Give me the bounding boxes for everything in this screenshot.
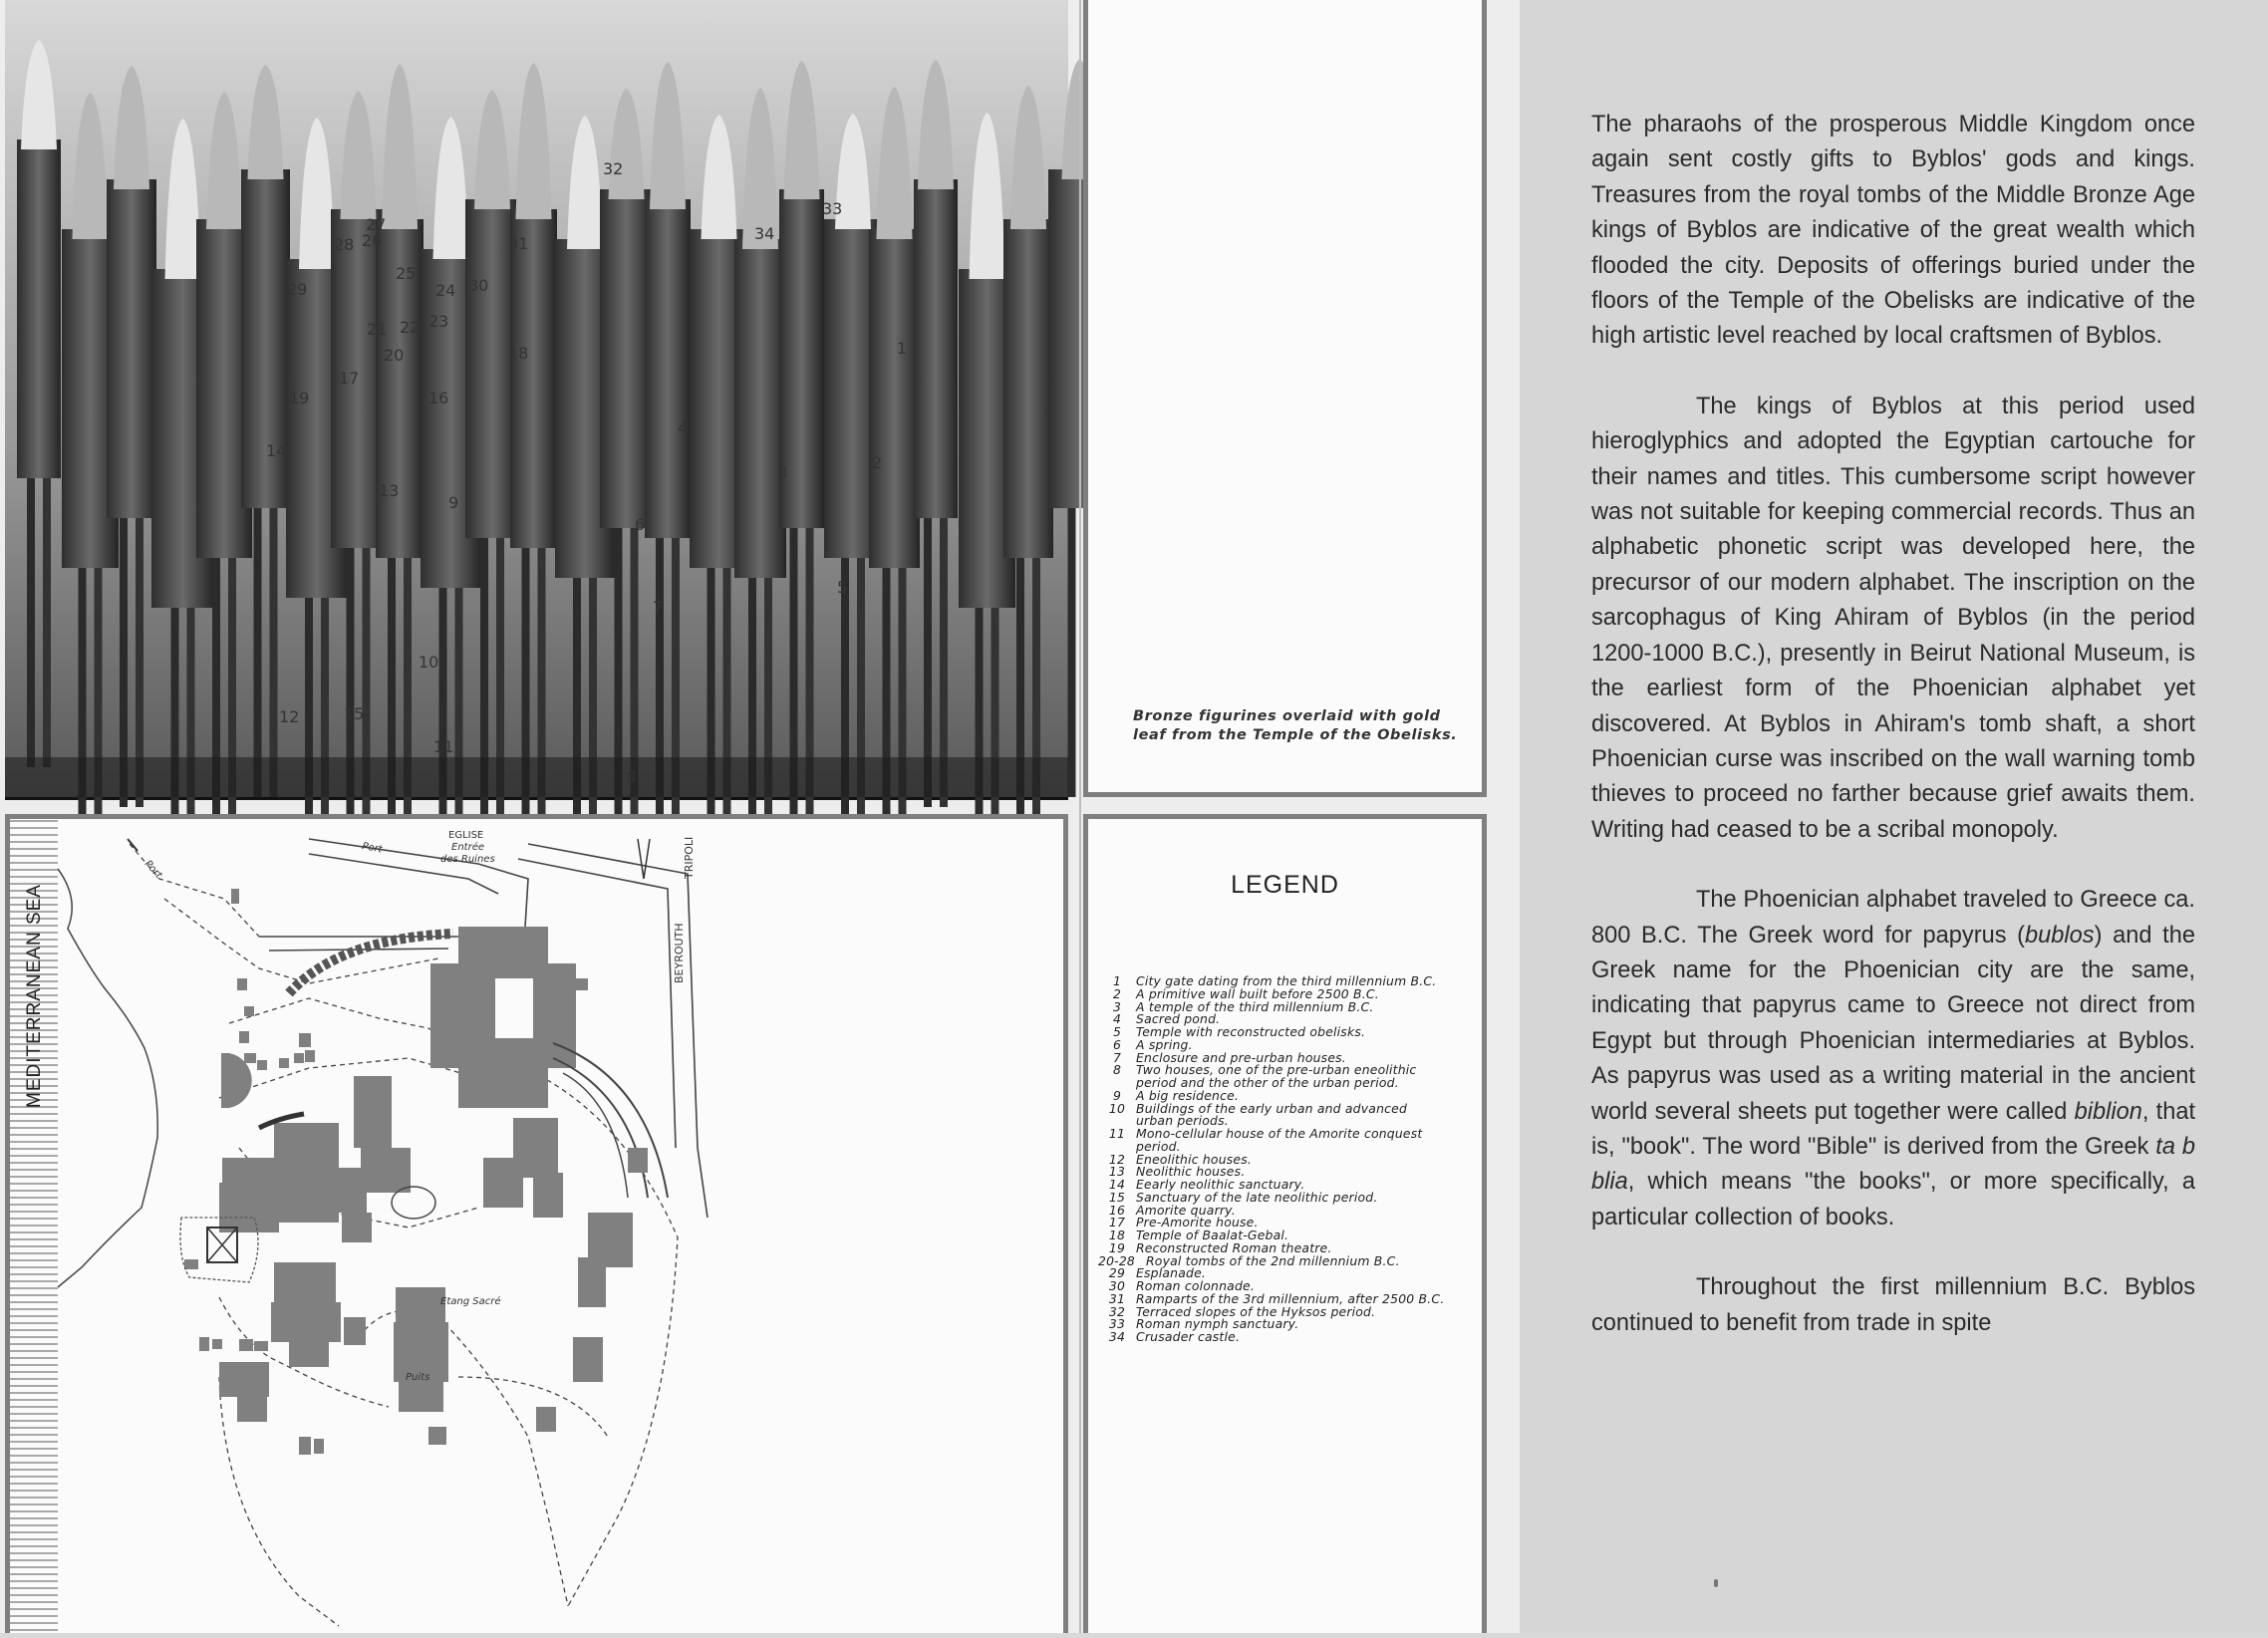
legend-text: Amorite quarry.: [1136, 1202, 1236, 1218]
page-mark: [1714, 1579, 1718, 1587]
legend-number: 34: [1108, 1329, 1126, 1344]
figurines-photo: [5, 0, 1068, 800]
site-number-13: 13: [379, 481, 400, 500]
site-number-15: 15: [344, 704, 365, 723]
site-number-18: 18: [508, 344, 529, 363]
entree-label: Entrée: [451, 842, 484, 853]
legend-number: 29: [1108, 1265, 1126, 1281]
legend-text: Roman nymph sanctuary.: [1136, 1316, 1299, 1332]
etang-label: Etang Sacré: [440, 1296, 501, 1307]
legend-number: 10: [1108, 1100, 1126, 1116]
fold-line: [1079, 0, 1081, 1633]
site-number-23: 23: [428, 312, 449, 331]
site-number-10: 10: [419, 653, 439, 672]
site-number-5: 5: [837, 578, 848, 597]
legend-text: urban periods.: [1136, 1113, 1229, 1129]
site-number-2: 2: [872, 453, 883, 472]
legend-text: Buildings of the early urban and advanced: [1136, 1100, 1408, 1116]
site-number-4: 4: [678, 418, 689, 437]
legend-text: Pre-Amorite house.: [1136, 1215, 1259, 1230]
site-number-31: 31: [508, 234, 529, 253]
photo-caption: [1133, 707, 1472, 745]
site-number-11: 11: [433, 737, 454, 756]
p3-text-g: , which means "the books", or more specifically, a particular collection of books.: [1591, 1169, 2195, 1230]
legend-text: Terraced slopes of the Hyksos period.: [1136, 1303, 1376, 1319]
site-number-14: 14: [266, 441, 287, 460]
legend-number: 3: [1112, 998, 1122, 1014]
legend-text: Roman colonnade.: [1136, 1278, 1255, 1293]
legend-number: 8: [1112, 1062, 1122, 1078]
paragraph-1: The pharaohs of the prosperous Middle Kingdom once again sent costly gifts to Byblos' gods and kings. Treasures from the royal tombs of the Middle Bronze Age kings of Byblos are indicative of the great wealth which flooded the city. Deposits of offerings buried under the floors of the Temple of the Obelisks are indicative of the high artistic level reached by local craftsmen of Byblos.: [1591, 112, 2195, 350]
legend-item: [1098, 1331, 1482, 1344]
legend-text: Esplanade.: [1136, 1265, 1207, 1281]
site-number-3: 3: [777, 463, 788, 482]
legend-text: Crusader castle.: [1136, 1329, 1241, 1344]
site-number-33: 33: [822, 199, 843, 218]
site-number-17: 17: [339, 369, 360, 388]
legend-text: A temple of the third millennium B.C.: [1136, 998, 1374, 1014]
puits-label: Puits: [406, 1372, 430, 1383]
legend-number: 4: [1112, 1011, 1122, 1027]
legend-number: 2: [1112, 985, 1122, 1001]
site-number-12: 12: [279, 707, 300, 726]
legend-number: 13: [1108, 1164, 1126, 1180]
legend-text: Ramparts of the 3rd millennium, after 2500 B.C.: [1136, 1290, 1445, 1306]
legend-number: 32: [1108, 1303, 1126, 1319]
legend-text: Reconstructed Roman theatre.: [1136, 1239, 1332, 1255]
legend-number: 14: [1108, 1177, 1126, 1192]
site-number-7: 7: [653, 598, 664, 617]
p3-text-a: The Phoenician alphabet traveled to Greece ca. 800 B.C. The Greek word for papyrus (: [1591, 887, 2195, 949]
legend-text: Temple of Baalat-Gebal.: [1136, 1228, 1289, 1242]
p3-bublos: bublos: [2025, 922, 2095, 949]
legend-number: 33: [1108, 1316, 1126, 1332]
legend-number: 17: [1108, 1215, 1126, 1230]
figurines-illustration: [5, 0, 1068, 797]
port-road-label: Port: [361, 841, 384, 856]
site-number-32: 32: [603, 159, 624, 178]
legend-number: 16: [1108, 1202, 1126, 1218]
legend-text: period and the other of the urban period.: [1136, 1075, 1399, 1090]
tripoli-label: TRIPOLI: [683, 836, 696, 879]
legend-text: Eearly neolithic sanctuary.: [1136, 1177, 1305, 1192]
legend-text: A primitive wall built before 2500 B.C.: [1136, 985, 1379, 1001]
legend-text: A spring.: [1136, 1036, 1193, 1052]
site-number-26: 26: [362, 231, 383, 250]
caption-line-2: leaf from the Temple of the Obelisks.: [1133, 727, 1458, 743]
site-number-9: 9: [448, 493, 459, 512]
caption-line-1: Bronze figurines overlaid with gold: [1133, 708, 1441, 724]
legend-text: Neolithic houses.: [1136, 1164, 1246, 1180]
legend-number: 19: [1108, 1239, 1126, 1255]
legend-number: 12: [1108, 1151, 1126, 1167]
legend-number: 31: [1108, 1290, 1126, 1306]
paragraph-4: Throughout the first millennium B.C. Byblos continued to benefit from trade in spite: [1591, 1274, 2195, 1336]
p3-text-c: ) and the Greek name for the Phoenician city are the same, indicating that papyrus came to Greece not direct from Egypt but through Phoenician intermediaries at Byblos. As papyrus was used as a writing material in the ancient world several sheets put together were called: [1591, 922, 2195, 1125]
site-number-25: 25: [396, 264, 417, 283]
legend-text: period.: [1136, 1138, 1181, 1154]
article-text: [1591, 108, 2195, 1376]
legend-title: LEGEND: [1231, 871, 1339, 899]
paragraph-2: The kings of Byblos at this period used hieroglyphics and adopted the Egyptian cartouche for their names and titles. This cumbersome script however was not suitable for keeping commercial records. Thus an alphabetic phonetic script was developed here, the precursor of our modern alphabet. The inscription on the sarcophagus of King Ahiram of Byblos (in the period 1200-1000 B.C.), presently in Beirut National Museum, is the earliest form of the Phoenician alphabet yet discovered. At Byblos in Ahiram's tomb shaft, a short Phoenician curse was inscribed on the wall warning tomb thieves to proceed no farther because grief awaits them. Writing had ceased to be a scribal monopoly.: [1591, 393, 2195, 843]
site-number-19: 19: [289, 389, 310, 408]
legend-text: Two houses, one of the pre-urban eneolithic: [1136, 1062, 1417, 1078]
legend-number: 30: [1108, 1278, 1126, 1293]
sea-label: MEDITERRANEAN SEA: [24, 884, 45, 1108]
legend-text: Enclosure and pre-urban houses.: [1136, 1049, 1346, 1065]
site-number-8: 8: [626, 767, 637, 786]
building-footprints: [184, 889, 648, 1455]
legend-text: Mono-cellular house of the Amorite conquest: [1136, 1126, 1423, 1141]
legend-number: 5: [1112, 1024, 1122, 1039]
site-number-21: 21: [367, 320, 388, 339]
site-map: [5, 159, 1068, 1633]
legend-number: 15: [1108, 1189, 1126, 1205]
legend-panel: [1083, 814, 1487, 1633]
site-number-22: 22: [400, 318, 421, 337]
legend-number: 7: [1112, 1049, 1122, 1065]
p3-ta-biblia: ta b blia: [1591, 1133, 2195, 1196]
legend-text: A big residence.: [1136, 1087, 1240, 1103]
site-number-24: 24: [435, 281, 456, 300]
site-number-34: 34: [754, 224, 775, 243]
byblos-map: [10, 159, 1063, 1638]
site-number-20: 20: [384, 346, 405, 365]
p3-text-e: , that is, "book". The word "Bible" is derived from the Greek: [1591, 1098, 2196, 1160]
legend-number: 9: [1112, 1087, 1122, 1103]
legend-text: Sanctuary of the late neolithic period.: [1136, 1189, 1378, 1205]
legend-number: 18: [1108, 1228, 1126, 1242]
legend-text: Sacred pond.: [1136, 1011, 1221, 1027]
legend-number: 20-28: [1098, 1252, 1136, 1268]
legend-text: Eneolithic houses.: [1136, 1151, 1253, 1167]
site-number-27: 27: [366, 215, 387, 234]
legend-number: 6: [1112, 1036, 1122, 1052]
site-number-29: 29: [287, 280, 308, 299]
eglise-label: EGLISE: [448, 830, 484, 841]
site-number-28: 28: [334, 235, 355, 254]
ruines-label: des Ruines: [440, 854, 495, 865]
site-number-1: 1: [897, 339, 908, 358]
port-label: Port: [142, 858, 164, 882]
beyrouth-label: BEYROUTH: [673, 923, 686, 983]
paragraph-3: [1591, 883, 2195, 1235]
legend-text: Royal tombs of the 2nd millennium B.C.: [1146, 1252, 1400, 1268]
legend-text: Temple with reconstructed obelisks.: [1136, 1024, 1366, 1039]
legend-number: 1: [1112, 973, 1122, 988]
site-number-30: 30: [468, 276, 489, 295]
site-number-6: 6: [635, 515, 646, 534]
site-number-16: 16: [428, 389, 449, 408]
legend-text: City gate dating from the third millennium B.C.: [1136, 973, 1437, 988]
legend-list: [1098, 975, 1482, 1344]
legend-number: 11: [1108, 1126, 1126, 1141]
caption-panel: [1083, 0, 1487, 797]
p3-biblion: biblion: [2074, 1098, 2142, 1125]
